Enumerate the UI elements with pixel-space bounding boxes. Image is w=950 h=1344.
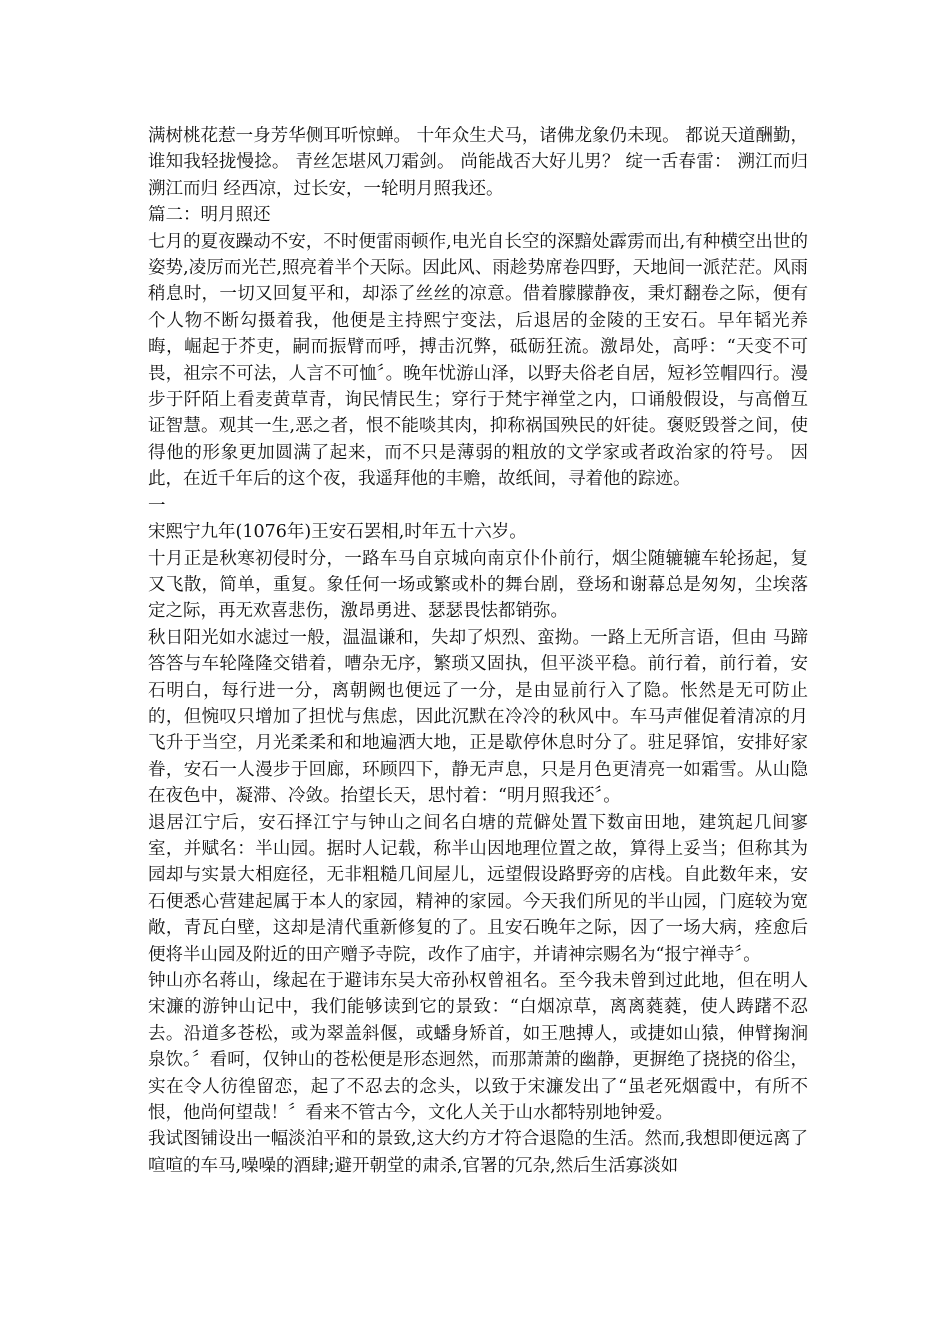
poem-paragraph: 满树桃花惹一身芳华侧耳听惊蝉。 十年众生犬马，诸佛龙象仍未现。 都说天道酬勤，谁知我轻拢慢捻。 青丝怎堪风刀霜剑。 尚能战否大好儿男？ 绽一舌春雷： 溯江而归 溯江而归 经西凉，过长安，一轮明月照我还。 (148, 126, 808, 199)
document-body (148, 123, 808, 1179)
body-paragraph: 钟山亦名蒋山，缘起在于避讳东吴大帝孙权曾祖名。至今我未曾到过此地，但在明人宋濂的游钟山记中，我们能够读到它的景致：“白烟凉草，离离蕤蕤，使人踌躇不忍去。沿道多苍松，或为翠盖斜偃，或蟠身矫首，如王虺搏人，或捷如山猿，伸臂掬涧泉饮。〞看呵，仅钟山的苍松便是形态迥然，而那萧萧的幽静，更摒绝了挠挠的俗尘，实在令人彷徨留恋，起了不忍去的念头，以致于宋濂发出了“虽老死烟霞中，有所不恨，他尚何望哉！〞看来不管古今，文化人关于山水都特别地钟爱。 (148, 971, 808, 1124)
section-heading: 篇二：明月照还 (148, 205, 271, 226)
body-paragraph: 秋日阳光如水滤过一般，温温谦和，失却了炽烈、蛮拗。一路上无所言语，但由 马蹄答答与车轮隆隆交错着，嘈杂无序，繁琐又固执，但平淡平稳。前行着，前行着，安石明白，每行进一分，离朝阙也便远了一分，是由显前行入了隐。怅然是无可防止的，但惋叹只增加了担忧与焦虑，因此沉默在冷冷的秋风中。车马声催促着清凉的月飞升于当空，月光柔柔和和地遍洒大地，正是歇停休息时分了。驻足驿馆，安排好家眷，安石一人漫步于回廊，环顾四下，静无声息，只是月色更清亮一如霜雪。从山隐在夜色中，凝滞、冷敛。抬望长天，思忖着：“明月照我还〞。 (148, 627, 808, 807)
body-paragraph: 宋熙宁九年(1076年)王安石罢相,时年五十六岁。 (148, 522, 527, 543)
body-paragraph: 十月正是秋寒初侵时分，一路车马自京城向南京仆仆前行，烟尘随辘辘车轮扬起，复又飞散，简单，重复。象任何一场或繁或朴的舞台剧，登场和谢幕总是匆匆，尘埃落定之际，再无欢喜悲伤，激昂勇进、瑟瑟畏怯都销弥。 (148, 548, 808, 622)
body-paragraph: 我试图铺设出一幅淡泊平和的景致,这大约方才符合退隐的生活。然而,我想即便远离了喧喧的车马,噪噪的酒肆;避开朝堂的肃杀,官署的冗杂,然后生活寡淡如 (148, 1129, 808, 1176)
chapter-number: 一 (148, 495, 166, 516)
body-paragraph: 退居江宁后，安石择江宁与钟山之间名白塘的荒僻处置下数亩田地，建筑起几间寥室，并赋名：半山园。据时人记载，称半山因地理位置之故，算得上妥当；但称其为园却与实景大相庭径，无非粗糙几间屋儿，远望假设路野旁的店栈。自此数年来，安石便悉心营建起属于本人的家园，精神的家园。今天我们所见的半山园，门庭较为宽敞，青瓦白壁，这却是清代重新修复的了。且安石晚年之际，因了一场大病，痊愈后便将半山园及附近的田产赠予寺院，改作了庙宇，并请神宗赐名为“报宁禅寺〞。 (148, 812, 808, 965)
intro-paragraph: 七月的夏夜躁动不安，不时便雷雨顿作,电光自长空的深黯处霹雳而出,有种横空出世的姿势,凌厉而光芒,照亮着半个天际。因此风、雨趁势席卷四野，天地间一派茫茫。风雨稍息时，一切又回复平和，却添了丝丝的凉意。借着朦朦静夜，秉灯翻卷之际，便有个人物不断勾摄着我，他便是主持熙宁变法，后退居的金陵的王安石。早年韬光养晦，崛起于芥吏，嗣而振臂而呼，搏击沉弊，砥砺狂流。激昂处，高呼：“天变不可畏，祖宗不可法，人言不可恤〞。晚年忧游山泽，以野夫俗老自居，短衫笠帽四行。漫步于阡陌上看麦黄草青，询民情民生；穿行于梵宇禅堂之内，口诵般假设，与高僧互证智慧。观其一生,恶之者，恨不能啖其肉，抑称祸国殃民的奸徒。褒贬毁誉之间，使得他的形象更加圆满了起来，而不只是薄弱的粗放的文学家或者政治家的符号。 因此，在近千年后的这个夜，我遥拜他的丰赡，故纸间，寻着他的踪迹。 (148, 231, 808, 490)
